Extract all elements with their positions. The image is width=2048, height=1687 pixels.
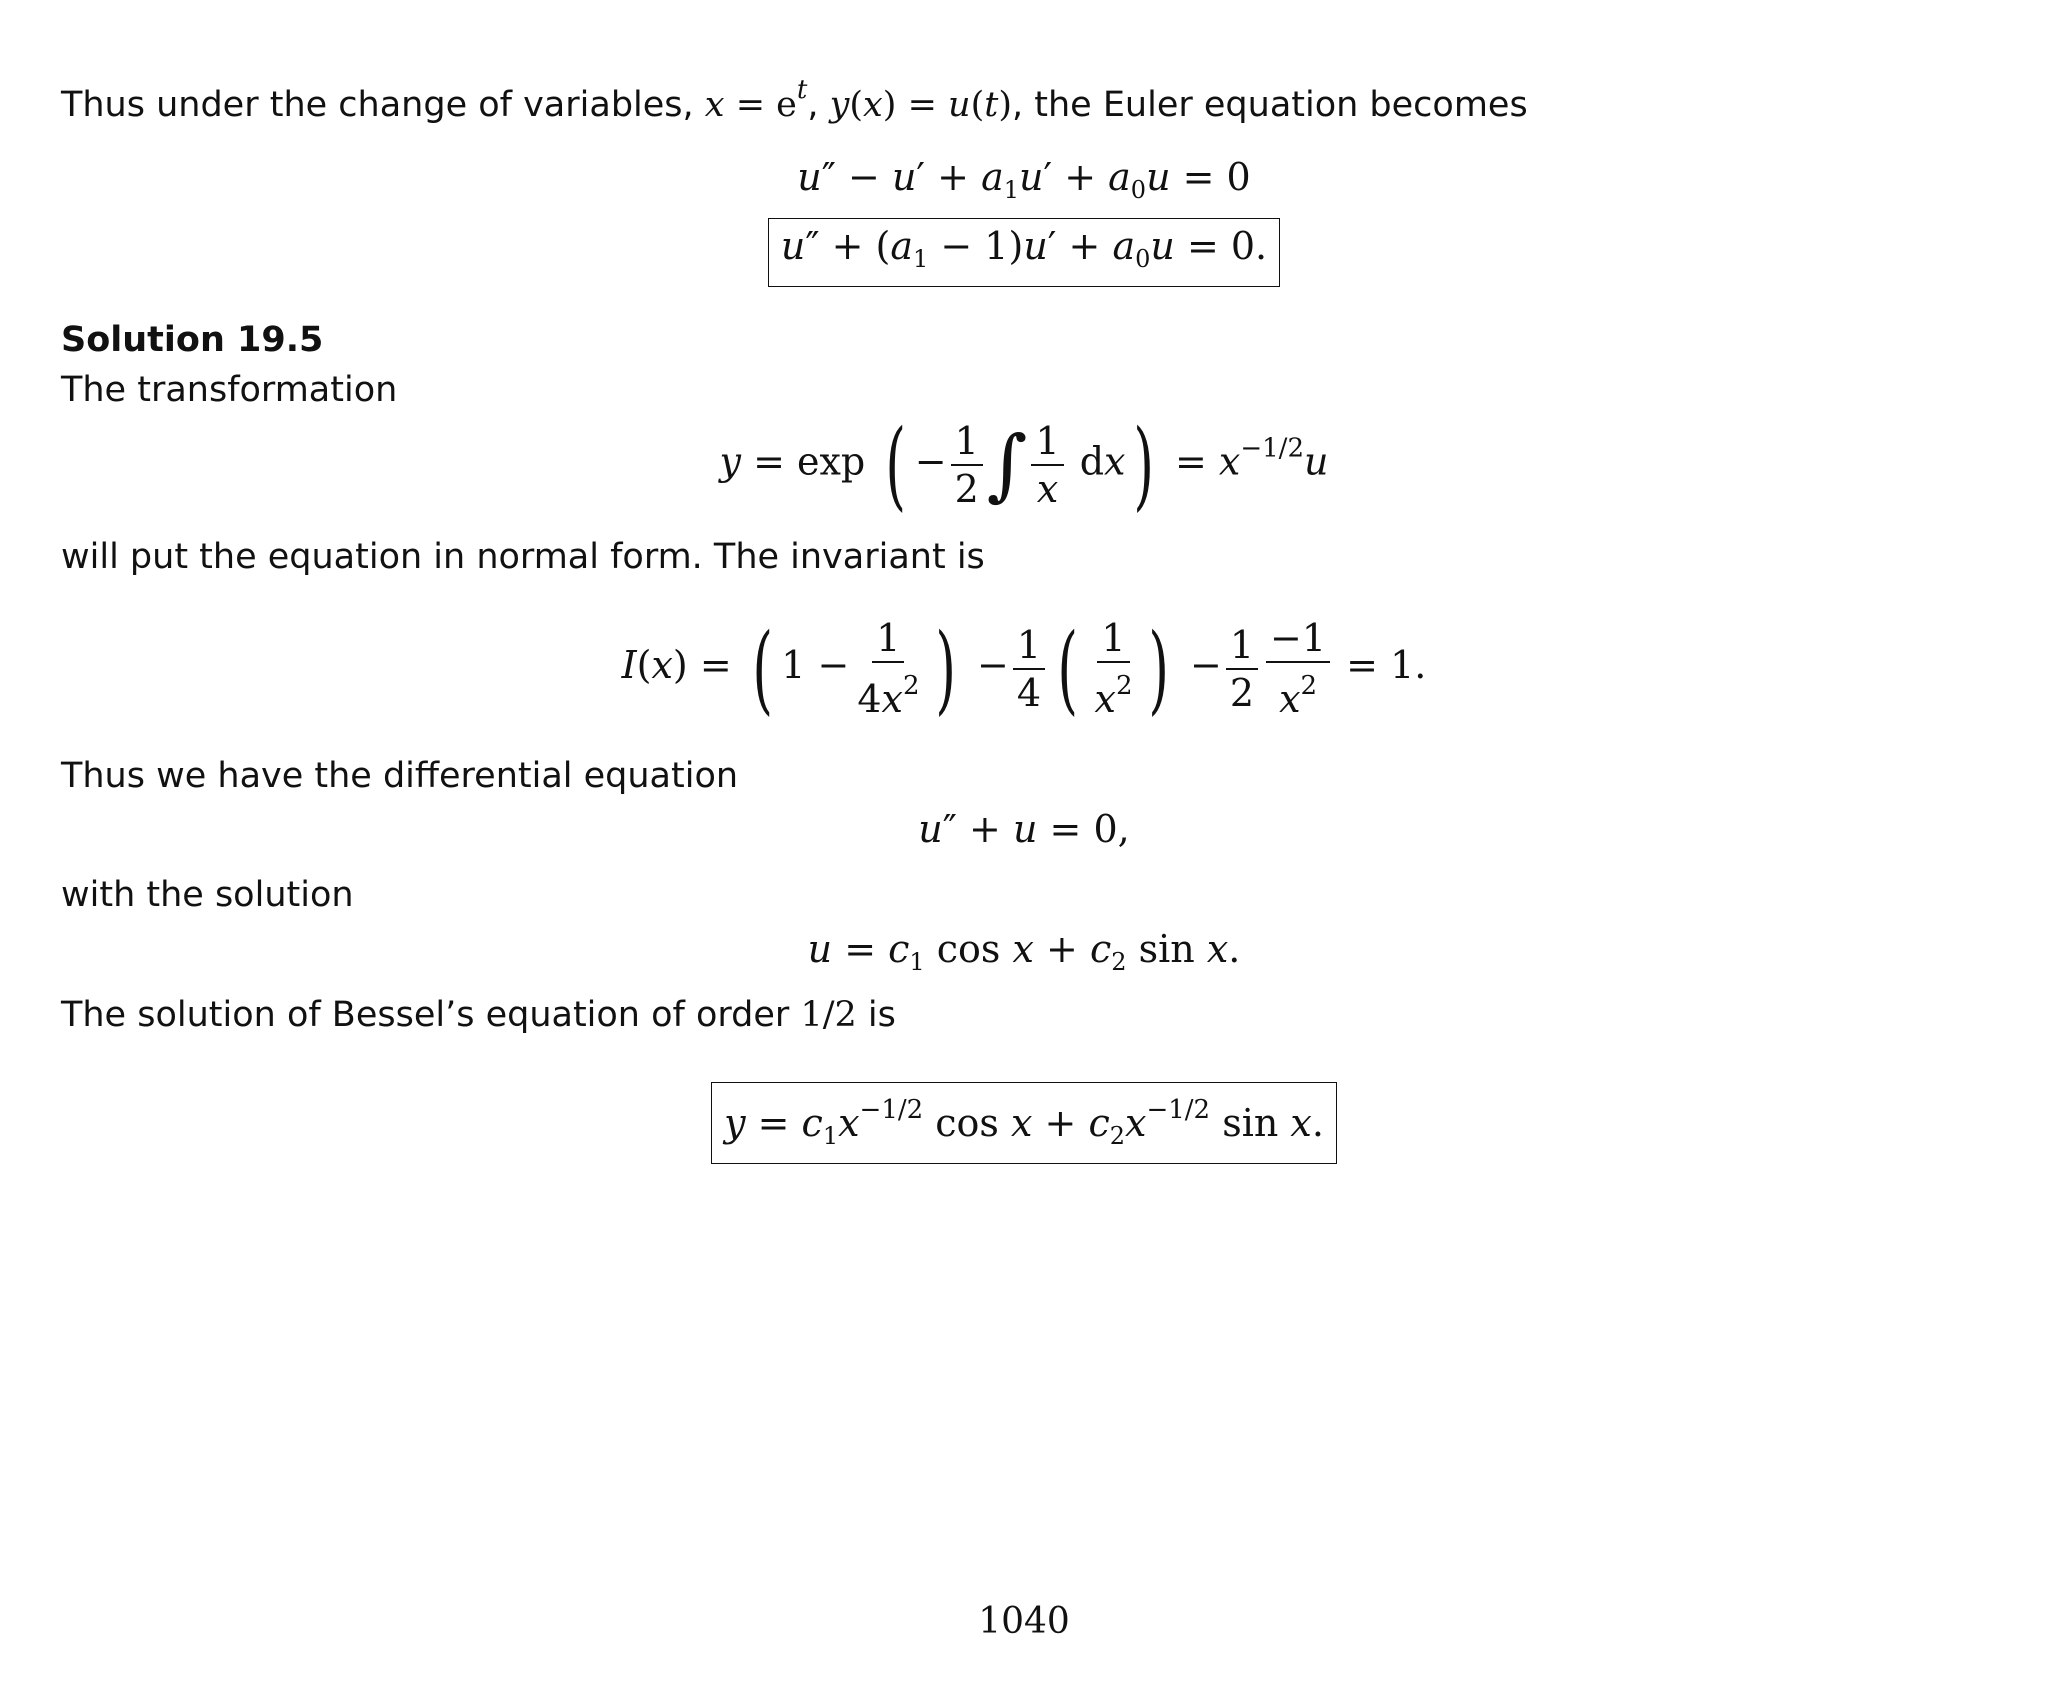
intro-line: Thus under the change of variables, $x = e^t$, y(x) = u(t), the Euler equation becomes [61,75,1528,125]
bessel-order: 1/2 [800,995,857,1035]
differential-equation: u″ + u = 0, [918,807,1130,851]
intro-text-2: the Euler equation becomes [1034,85,1528,125]
bessel-solution-boxed: $y = c_1x^{-1/2}$ $\cos x + c_2x^{-1/2}$ sin x. [0,1082,2048,1164]
diff-eq-text: Thus we have the differential equation [61,756,739,796]
with-solution-text: with the solution [61,875,354,915]
transformation-text: The transformation [61,370,398,410]
solution-heading: Solution 19.5 [61,320,324,360]
bessel-text-before: The solution of Bessel’s equation of order [61,995,790,1035]
general-solution-equation: $u = c_1$ $\cos x + c_2$ sin x. [807,927,1241,976]
bessel-text [61,993,896,1037]
normal-form-text: will put the equation in normal form. The invariant is [61,537,985,577]
euler-equation-2-boxed: $u'' + (a_1 - 1)u' + a_0u = 0$. [0,218,2048,287]
transformation-equation: y = exp ( − $\frac{1}{2}$ ∫ $\frac{1}{x}$ $dx) = x^{-1/2}u$ [719,409,1329,521]
intro-sep-2: , [1011,85,1024,125]
intro-text-1: Thus under the change of variables, [61,85,694,125]
invariant-equation: I(x) = ( 1 − $\frac{1}{4x^2}$ ) − $\frac{1}{4}$ ( $\frac{1}{x^2}$ ) − $\frac{1}{2}$ $\frac{-1}{x^2}$ = 1. [621,612,1427,725]
euler-equation-1: $u'' - u' + a_1u' + a_0u = 0$ [797,155,1251,204]
bessel-text-after: is [867,995,896,1035]
page-number: 1040 [978,1601,1070,1642]
intro-sep-1: , [807,85,819,125]
intro-math-y: y [829,85,850,125]
intro-math-x: x [704,85,725,125]
